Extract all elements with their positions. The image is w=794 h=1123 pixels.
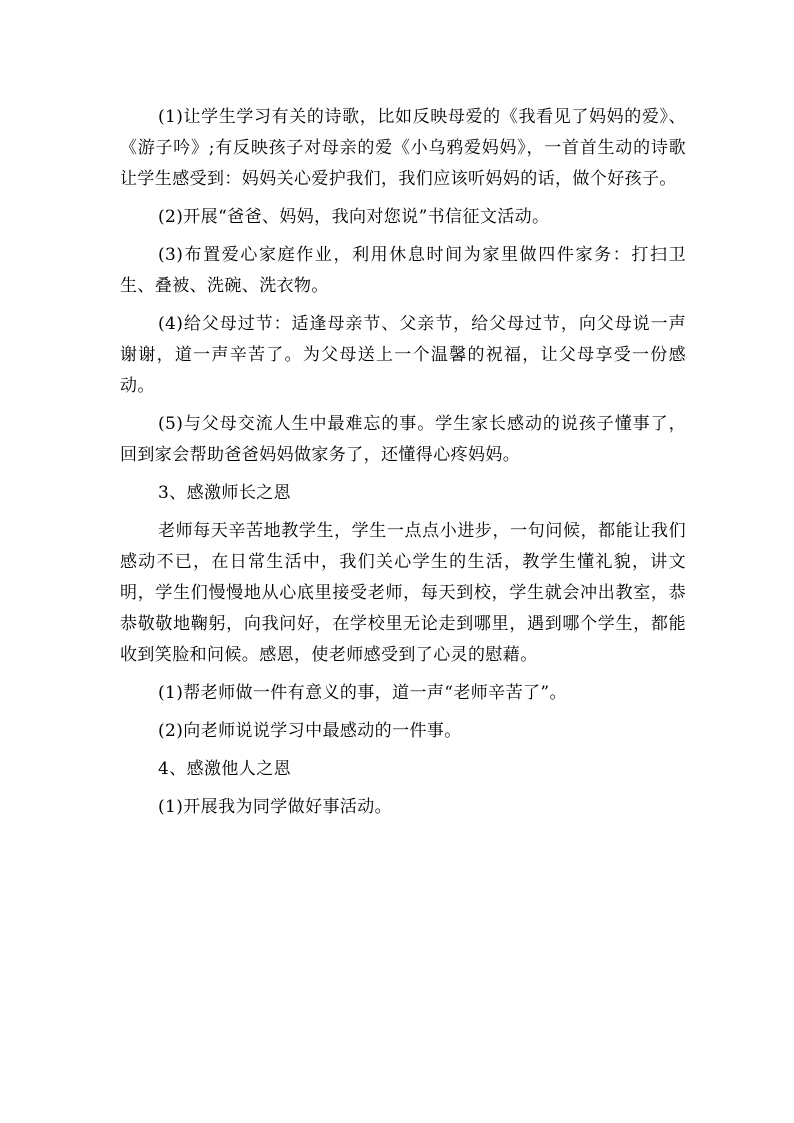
paragraph-share-memories: (5)与父母交流人生中最难忘的事。学生家长感动的说孩子懂事了，回到家会帮助爸爸妈妈做家务了，还懂得心疼妈妈。 (120, 414, 686, 465)
section-heading-others: 4、感激他人之恩 (158, 759, 292, 779)
paragraph-family-homework: (3)布置爱心家庭作业，利用休息时间为家里做四件家务：打扫卫生、叠被、洗碗、洗衣物。 (120, 245, 686, 296)
paragraph-teacher-deed: (1)帮老师做一件有意义的事，道一声“老师辛苦了”。 (158, 683, 567, 703)
document-page (120, 102, 686, 830)
section-heading-teachers: 3、感激师长之恩 (158, 483, 292, 503)
paragraph-letter-essay: (2)开展“爸爸、妈妈，我向对您说”书信征文活动。 (158, 207, 550, 227)
paragraph-teacher-story-share: (2)向老师说说学习中最感动的一件事。 (158, 721, 462, 741)
paragraph-parents-holiday: (4)给父母过节：适逢母亲节、父亲节，给父母过节，向父母说一声谢谢，道一声辛苦了。为父母送上一个温馨的祝福，让父母享受一份感动。 (120, 314, 686, 396)
paragraph-teachers-story: 老师每天辛苦地教学生，学生一点点小进步，一句问候，都能让我们感动不已，在日常生活中，我们关心学生的生活，教学生懂礼貌，讲文明，学生们慢慢地从心底里接受老师，每天到校，学生就会冲出教室，恭恭敬敬地鞠躬，向我问好，在学校里无论走到哪里，遇到哪个学生，都能收到笑脸和问候。感恩，使老师感受到了心灵的慰藉。 (120, 521, 686, 665)
paragraph-poems-activity: (1)让学生学习有关的诗歌，比如反映母爱的《我看见了妈妈的爱》、《游子吟》;有反映孩子对母亲的爱《小乌鸦爱妈妈》，一首首生动的诗歌让学生感受到：妈妈关心爱护我们，我们应该听妈妈的话，做个好孩子。 (120, 107, 686, 189)
paragraph-good-deeds: (1)开展我为同学做好事活动。 (158, 797, 393, 817)
